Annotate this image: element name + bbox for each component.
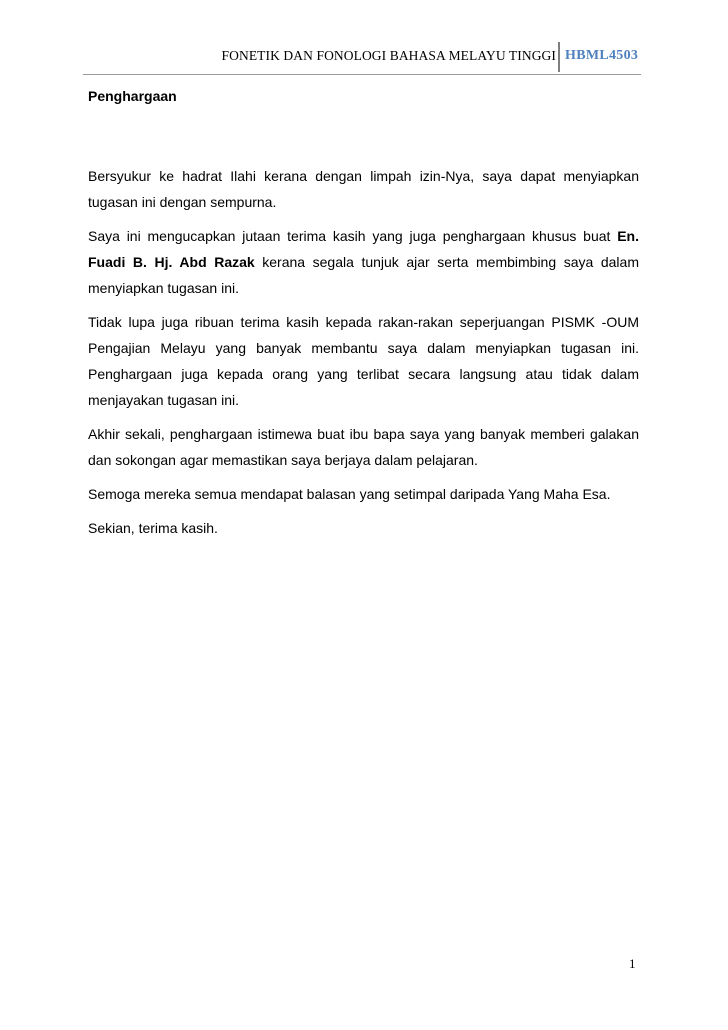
paragraph-3: Tidak lupa juga ribuan terima kasih kepada rakan-rakan seperjuangan PISMK -OUM Pengajian Melayu yang banyak membantu saya dalam menyiapkan tugasan ini. Penghargaan juga kepada orang yang terlibat secara langsung atau tidak dalam menjayakan tugasan ini. [88, 314, 639, 408]
header-rule [83, 74, 641, 75]
supervisor-name: En. Fuadi B. Hj. Abd Razak [88, 228, 639, 270]
page-number: 1 [629, 956, 636, 971]
document-body [88, 83, 639, 549]
paragraph-2-before: Saya ini mengucapkan jutaan terima kasih yang juga penghargaan khusus buat [88, 228, 618, 244]
header-title: FONETIK DAN FONOLOGI BAHASA MELAYU TINGGI [221, 48, 556, 63]
paragraph-2 [88, 223, 639, 301]
paragraph-5: Semoga mereka semua mendapat balasan yang setimpal daripada Yang Maha Esa. [88, 486, 611, 502]
course-code: HBML4503 [565, 48, 639, 63]
header-divider [558, 42, 560, 72]
paragraph-6: Sekian, terima kasih. [88, 520, 218, 536]
paragraph-4: Akhir sekali, penghargaan istimewa buat ibu bapa saya yang banyak memberi galakan dan sokongan agar memastikan saya berjaya dalam pelajaran. [88, 426, 639, 468]
section-heading: Penghargaan [88, 88, 177, 104]
page-header [0, 38, 728, 76]
paragraph-1: Bersyukur ke hadrat Ilahi kerana dengan limpah izin-Nya, saya dapat menyiapkan tugasan ini dengan sempurna. [88, 168, 639, 210]
paragraph-2-after: kerana segala tunjuk ajar serta membimbing saya dalam menyiapkan tugasan ini. [88, 254, 639, 296]
